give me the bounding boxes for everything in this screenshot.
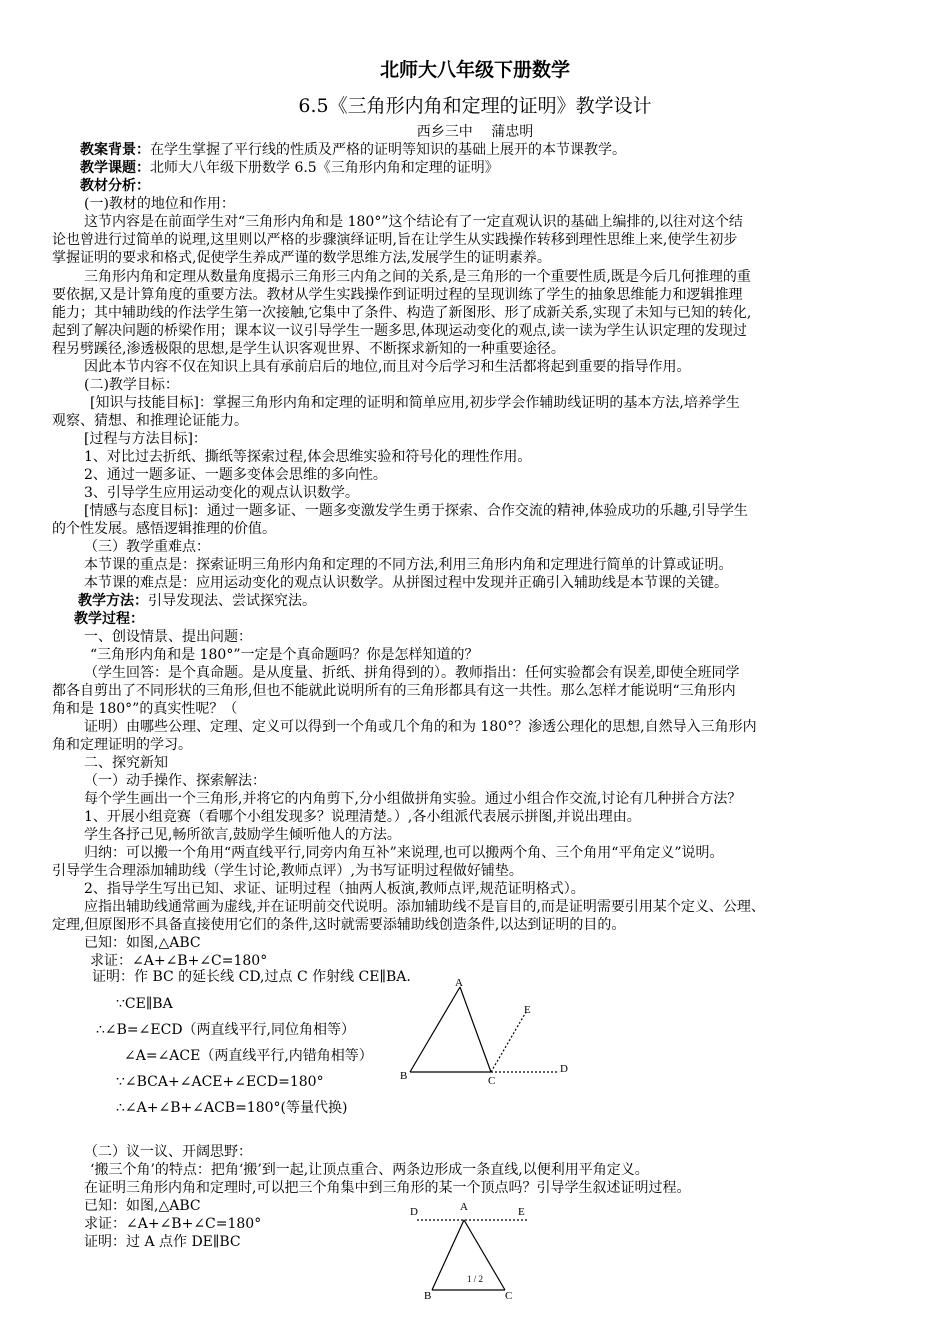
analysis-line: 要依据,又是计算角度的重要方法。教材从学生实践操作到证明过程的呈现训练了学生的抽象思维能力和逻辑推理 — [52, 287, 743, 303]
process-line: 归纳：可以搬一个角用“两直线平行,同旁内角互补”来说理,也可以搬两个角、三个角用“平角定义”说明。 — [84, 845, 724, 861]
methods-text: 引导发现法、尝试探究法。 — [148, 593, 316, 609]
analysis-line: 因此本节内容不仅在知识上具有承前启后的地位,而且对今后学习和生活都将起到重要的指导作用。 — [84, 359, 691, 375]
analysis-line: [过程与方法目标]： — [84, 431, 207, 447]
analysis-line: 的个性发展。感悟逻辑推理的价值。 — [52, 521, 276, 537]
figure1-label: A — [455, 977, 463, 989]
figure1-label: C — [488, 1075, 496, 1087]
background-text: 在学生掌握了平行线的性质及严格的证明等知识的基础上展开的本节课教学。 — [150, 142, 626, 158]
process-line: 都各自剪出了不同形状的三角形,但也不能就此说明所有的三角形都具有这一共性。那么怎样才能说明“三角形内 — [52, 683, 736, 699]
process-line: 角和定理证明的学习。 — [52, 737, 192, 753]
section2-line: ‘搬三个角’的特点：把角‘搬’到一起,让顶点重合、两条边形成一条直线,以便利用平角定义。 — [90, 1162, 649, 1178]
process-line: 引导学生合理添加辅助线（学生讨论,教师点评）,为书写证明过程做好铺垫。 — [52, 863, 523, 879]
analysis-line: 1、对比过去折纸、撕纸等探索过程,体会思维实验和符号化的理性作用。 — [84, 449, 532, 465]
section2-line: （二）议一议、开阔思野： — [84, 1144, 252, 1160]
process-label: 教学过程： — [74, 611, 144, 627]
background-line — [80, 141, 626, 159]
process-line: 应指出辅助线通常画为虚线,并在证明前交代说明。添加辅助线不是盲目的,而是证明需要引用某个定义、公理、 — [84, 899, 765, 915]
analysis-line: 程另劈蹊径,渗透极限的思想,是学生认识客观世界、不断探求新知的一种重要途径。 — [52, 341, 565, 357]
process-line: （一）动手操作、探索解法： — [84, 773, 266, 789]
analysis-line: (二)教学目标： — [84, 377, 179, 393]
analysis-line: 起到了解决问题的桥梁作用；课本议一议引导学生一题多思,体现运动变化的观点,读一读为学生认识定理的发现过 — [52, 323, 747, 339]
background-label: 教案背景： — [80, 142, 150, 158]
section2-line: 证明：过 A 点作 DE∥BC — [84, 1234, 241, 1250]
process-line: 2、指导学生写出已知、求证、证明过程（抽两人板演,教师点评,规范证明格式）。 — [84, 881, 585, 897]
analysis-line: 三角形内角和定理从数量角度揭示三角形三内角之间的关系,是三角形的一个重要性质,既是今后几何推理的重 — [84, 269, 751, 285]
author-line: 西乡三中 蒲忠明 — [416, 124, 534, 140]
process-line: 1、开展小组竞赛（看哪个小组发现多？说理清楚。）,各小组派代表展示拼图,并说出理由。 — [84, 809, 641, 825]
analysis-line: 这节内容是在前面学生对“三角形内角和是 180°”这个结论有了一定直观认识的基础上编排的,以往对这个结 — [84, 214, 743, 230]
figure1-ray-ce — [491, 1012, 526, 1072]
proof1-line: ∴∠A+∠B+∠ACB=180°(等量代换) — [116, 1100, 348, 1116]
document-subtitle: 6.5《三角形内角和定理的证明》教学设计 — [298, 95, 652, 117]
proof1-line: 证明：作 BC 的延长线 CD,过点 C 作射线 CE∥BA. — [92, 969, 411, 985]
process-line: 二、探究新知 — [84, 755, 168, 771]
analysis-line: 2、通过一题多证、一题多变体会思维的多向性。 — [84, 467, 387, 483]
figure2-diagram — [405, 1198, 545, 1308]
figure1-label: D — [560, 1063, 568, 1075]
proof1-line: ∠A=∠ACE（两直线平行,内错角相等） — [124, 1048, 373, 1064]
figure1-side-ab — [410, 987, 460, 1072]
analysis-line: 3、引导学生应用运动变化的观点认识数学。 — [84, 485, 359, 501]
analysis-line: (一)教材的地位和作用： — [84, 196, 235, 212]
figure1-side-ac — [460, 987, 491, 1072]
analysis-line: 掌握证明的要求和格式,促使学生养成严谨的数学思维方法,发展学生的证明素养。 — [52, 250, 551, 266]
section2-line: 已知：如图,△ABC — [84, 1198, 201, 1214]
process-line: 一、创设情景、提出问题： — [84, 629, 252, 645]
process-line: 定理,但原图形不具备直接使用它们的条件,这时就需要添辅助线创造条件,以达到证明的目的。 — [52, 917, 626, 933]
process-line: 求证：∠A+∠B+∠C=180° — [90, 953, 268, 969]
figure2-side-ab — [432, 1220, 464, 1290]
analysis-line: [知识与技能目标]：掌握三角形内角和定理的证明和简单应用,初步学会作辅助线证明的基本方法,培养学生 — [90, 395, 740, 411]
process-line: 学生各抒己见,畅所欲言,鼓励学生倾听他人的方法。 — [84, 827, 401, 843]
topic-label: 教学课题： — [80, 160, 150, 176]
methods-line — [78, 592, 316, 610]
analysis-line: [情感与态度目标]：通过一题多证、一题多变激发学生勇于探索、合作交流的精神,体验成功的乐趣,引导学生 — [84, 503, 748, 519]
topic-line — [80, 159, 499, 177]
analysis-line: 论也曾进行过简单的说理,这里则以严格的步骤演绎证明,旨在让学生从实践操作转移到理性思维上来,使学生初步 — [52, 232, 738, 248]
figure2-label: D — [410, 1206, 418, 1218]
page-number: 1 / 2 — [467, 1274, 484, 1284]
figure2-label: B — [424, 1290, 432, 1302]
process-line: 已知：如图,△ABC — [84, 935, 201, 951]
figure1-label: E — [524, 1004, 531, 1016]
section2-line: 求证：∠A+∠B+∠C=180° — [84, 1216, 262, 1232]
analysis-line: 观察、猜想、和推理论证能力。 — [52, 413, 248, 429]
process-line: “三角形内角和是 180°”一定是个真命题吗？你是怎样知道的？ — [90, 647, 479, 663]
process-line: 证明）由哪些公理、定理、定义可以得到一个角或几个角的和为 180°？渗透公理化的思想,自然导入三角形内 — [84, 719, 757, 735]
process-line: 角和是 180°”的真实性呢？（ — [52, 701, 238, 717]
document-title: 北师大八年级下册数学 — [379, 59, 570, 81]
analysis-label: 教材分析： — [80, 178, 150, 194]
analysis-line: 本节课的重点是：探索证明三角形内角和定理的不同方法,利用三角形内角和定理进行简单的计算或证明。 — [84, 557, 733, 573]
figure1-label: B — [400, 1070, 408, 1082]
figure2-label: E — [518, 1206, 525, 1218]
proof1-line: ∵CE∥BA — [116, 996, 173, 1012]
figure2-label: C — [505, 1290, 513, 1302]
analysis-line: （三）教学重难点： — [84, 539, 210, 555]
topic-text: 北师大八年级下册数学 6.5《三角形内角和定理的证明》 — [150, 160, 499, 176]
proof1-line: ∵∠BCA+∠ACE+∠ECD=180° — [116, 1074, 324, 1090]
figure2-label: A — [460, 1201, 468, 1213]
methods-label: 教学方法： — [78, 593, 148, 609]
figure1-diagram — [395, 975, 585, 1105]
process-line: 每个学生画出一个三角形,并将它的内角剪下,分小组做拼角实验。通过小组合作交流,讨论有几种拼合方法？ — [84, 791, 742, 807]
proof1-line: ∴∠B=∠ECD（两直线平行,同位角相等） — [96, 1022, 355, 1038]
section2-line: 在证明三角形内角和定理时,可以把三个角集中到三角形的某一个顶点吗？引导学生叙述证明过程。 — [84, 1180, 691, 1196]
analysis-line: 能力；其中辅助线的作法学生第一次接触,它集中了条件、构造了新图形、形了成新关系,实现了未知与已知的转化, — [52, 305, 752, 321]
analysis-line: 本节课的难点是：应用运动变化的观点认识数学。从拼图过程中发现并正确引入辅助线是本节课的关键。 — [84, 575, 728, 591]
process-line: （学生回答：是个真命题。是从度量、折纸、拼角得到的）。教师指出：任何实验都会有误差,即使全班同学 — [84, 665, 740, 681]
